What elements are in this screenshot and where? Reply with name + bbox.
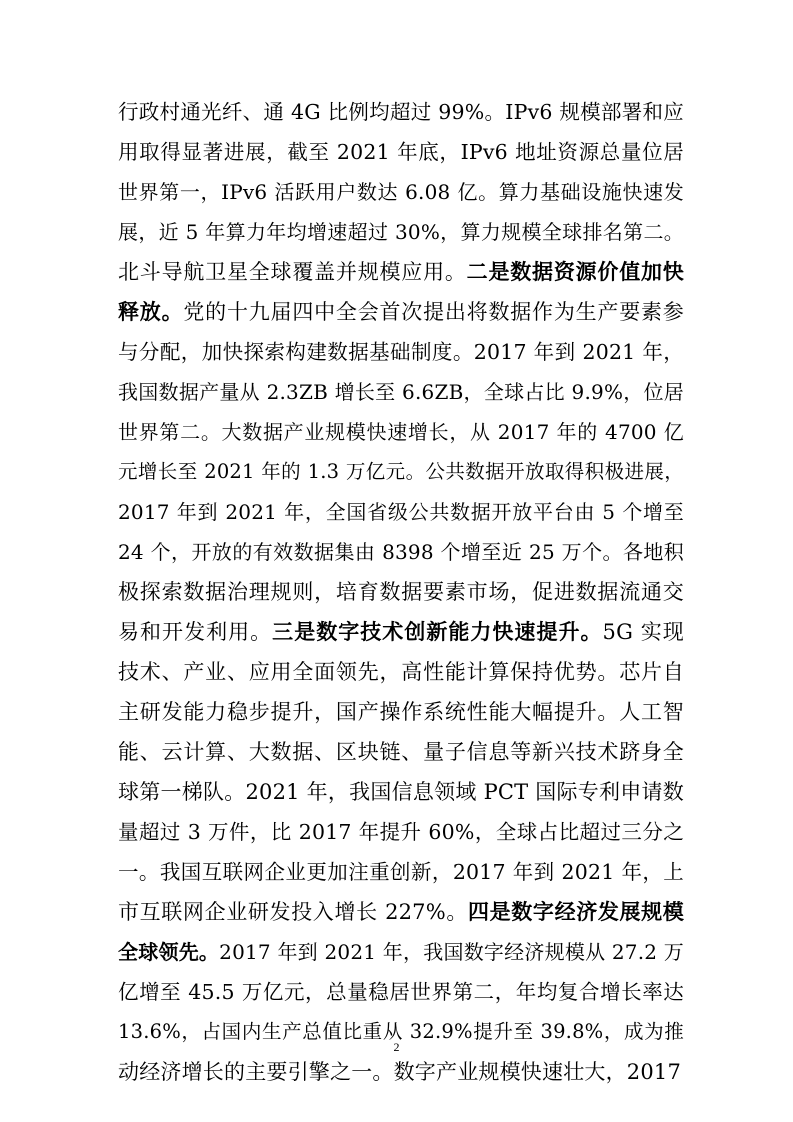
text-line bbox=[118, 372, 684, 412]
text-line bbox=[118, 532, 684, 572]
text-line bbox=[118, 332, 684, 372]
paragraph-text: 我国数据产量从 2.3ZB 增长至 6.6ZB，全球占比 9.9%，位居 bbox=[118, 380, 684, 404]
paragraph-text: 球第一梯队。2021 年，我国信息领域 PCT 国际专利申请数 bbox=[118, 780, 684, 804]
text-line bbox=[118, 932, 684, 972]
text-line bbox=[118, 132, 684, 172]
paragraph-text: 量超过 3 万件，比 2017 年提升 60%，全球占比超过三分之 bbox=[118, 820, 684, 844]
paragraph-text: 技术、产业、应用全面领先，高性能计算保持优势。芯片自 bbox=[118, 660, 684, 684]
paragraph-text: 市互联网企业研发投入增长 227%。 bbox=[118, 900, 468, 924]
paragraph-text: 一。我国互联网企业更加注重创新，2017 年到 2021 年，上 bbox=[118, 860, 684, 884]
bold-heading-text: 二是数据资源价值加快 bbox=[466, 259, 684, 284]
paragraph-text: 世界第二。大数据产业规模快速增长，从 2017 年的 4700 亿 bbox=[118, 420, 684, 444]
paragraph-text: 行政村通光纤、通 4G 比例均超过 99%。IPv6 规模部署和应 bbox=[118, 100, 684, 124]
paragraph-text: 2017 年到 2021 年，全国省级公共数据开放平台由 5 个增至 bbox=[118, 500, 684, 524]
paragraph-text: 2017 年到 2021 年，我国数字经济规模从 27.2 万 bbox=[219, 940, 684, 964]
text-line bbox=[118, 692, 684, 732]
text-line bbox=[118, 892, 684, 932]
paragraph-text: 极探索数据治理规则，培育数据要素市场，促进数据流通交 bbox=[118, 580, 684, 604]
text-line bbox=[118, 92, 684, 132]
paragraph-text: 北斗导航卫星全球覆盖并规模应用。 bbox=[118, 260, 467, 284]
paragraph-text: 亿增至 45.5 万亿元，总量稳居世界第二，年均复合增长率达 bbox=[118, 980, 684, 1004]
text-line bbox=[118, 772, 684, 812]
text-line bbox=[118, 572, 684, 612]
text-line bbox=[118, 972, 684, 1012]
text-line bbox=[118, 252, 684, 292]
paragraph-text: 党的十九届四中全会首次提出将数据作为生产要素参 bbox=[183, 300, 684, 324]
paragraph-text: 24 个，开放的有效数据集由 8398 个增至近 25 万个。各地积 bbox=[118, 540, 684, 564]
paragraph-text: 动经济增长的主要引擎之一。数字产业规模快速壮大，2017 bbox=[118, 1060, 682, 1084]
text-line bbox=[118, 412, 684, 452]
text-line bbox=[118, 172, 684, 212]
paragraph-text: 与分配，加快探索构建数据基础制度。2017 年到 2021 年， bbox=[118, 340, 684, 364]
paragraph-text: 易和开发利用。 bbox=[118, 620, 273, 644]
text-line bbox=[118, 452, 684, 492]
paragraph-text: 世界第一，IPv6 活跃用户数达 6.08 亿。算力基础设施快速发 bbox=[118, 180, 684, 204]
paragraph-text: 主研发能力稳步提升，国产操作系统性能大幅提升。人工智 bbox=[118, 700, 684, 724]
text-line bbox=[118, 1052, 684, 1092]
paragraph-text: 13.6%，占国内生产总值比重从 32.9%提升至 39.8%，成为推 bbox=[118, 1020, 684, 1043]
text-line bbox=[118, 492, 684, 532]
text-line bbox=[118, 812, 684, 852]
bold-heading-text: 四是数字经济发展规模 bbox=[468, 899, 685, 924]
page-number: 2 bbox=[393, 1040, 400, 1054]
body-text bbox=[118, 92, 684, 1092]
paragraph-text: 元增长至 2021 年的 1.3 万亿元。公共数据开放取得积极进展， bbox=[118, 460, 684, 483]
text-line bbox=[118, 852, 684, 892]
bold-heading-text: 释放。 bbox=[118, 299, 184, 324]
text-line bbox=[118, 292, 684, 332]
paragraph-text: 用取得显著进展，截至 2021 年底，IPv6 地址资源总量位居 bbox=[118, 140, 684, 164]
text-line bbox=[118, 652, 684, 692]
text-line bbox=[118, 612, 684, 652]
text-line bbox=[118, 732, 684, 772]
paragraph-text: 5G 实现 bbox=[602, 620, 685, 644]
paragraph-text: 展，近 5 年算力年均增速超过 30%，算力规模全球排名第二。 bbox=[118, 220, 684, 244]
text-line bbox=[118, 212, 684, 252]
paragraph-text: 能、云计算、大数据、区块链、量子信息等新兴技术跻身全 bbox=[118, 740, 684, 764]
bold-heading-text: 全球领先。 bbox=[118, 940, 220, 964]
bold-heading-text: 三是数字技术创新能力快速提升。 bbox=[272, 619, 603, 644]
